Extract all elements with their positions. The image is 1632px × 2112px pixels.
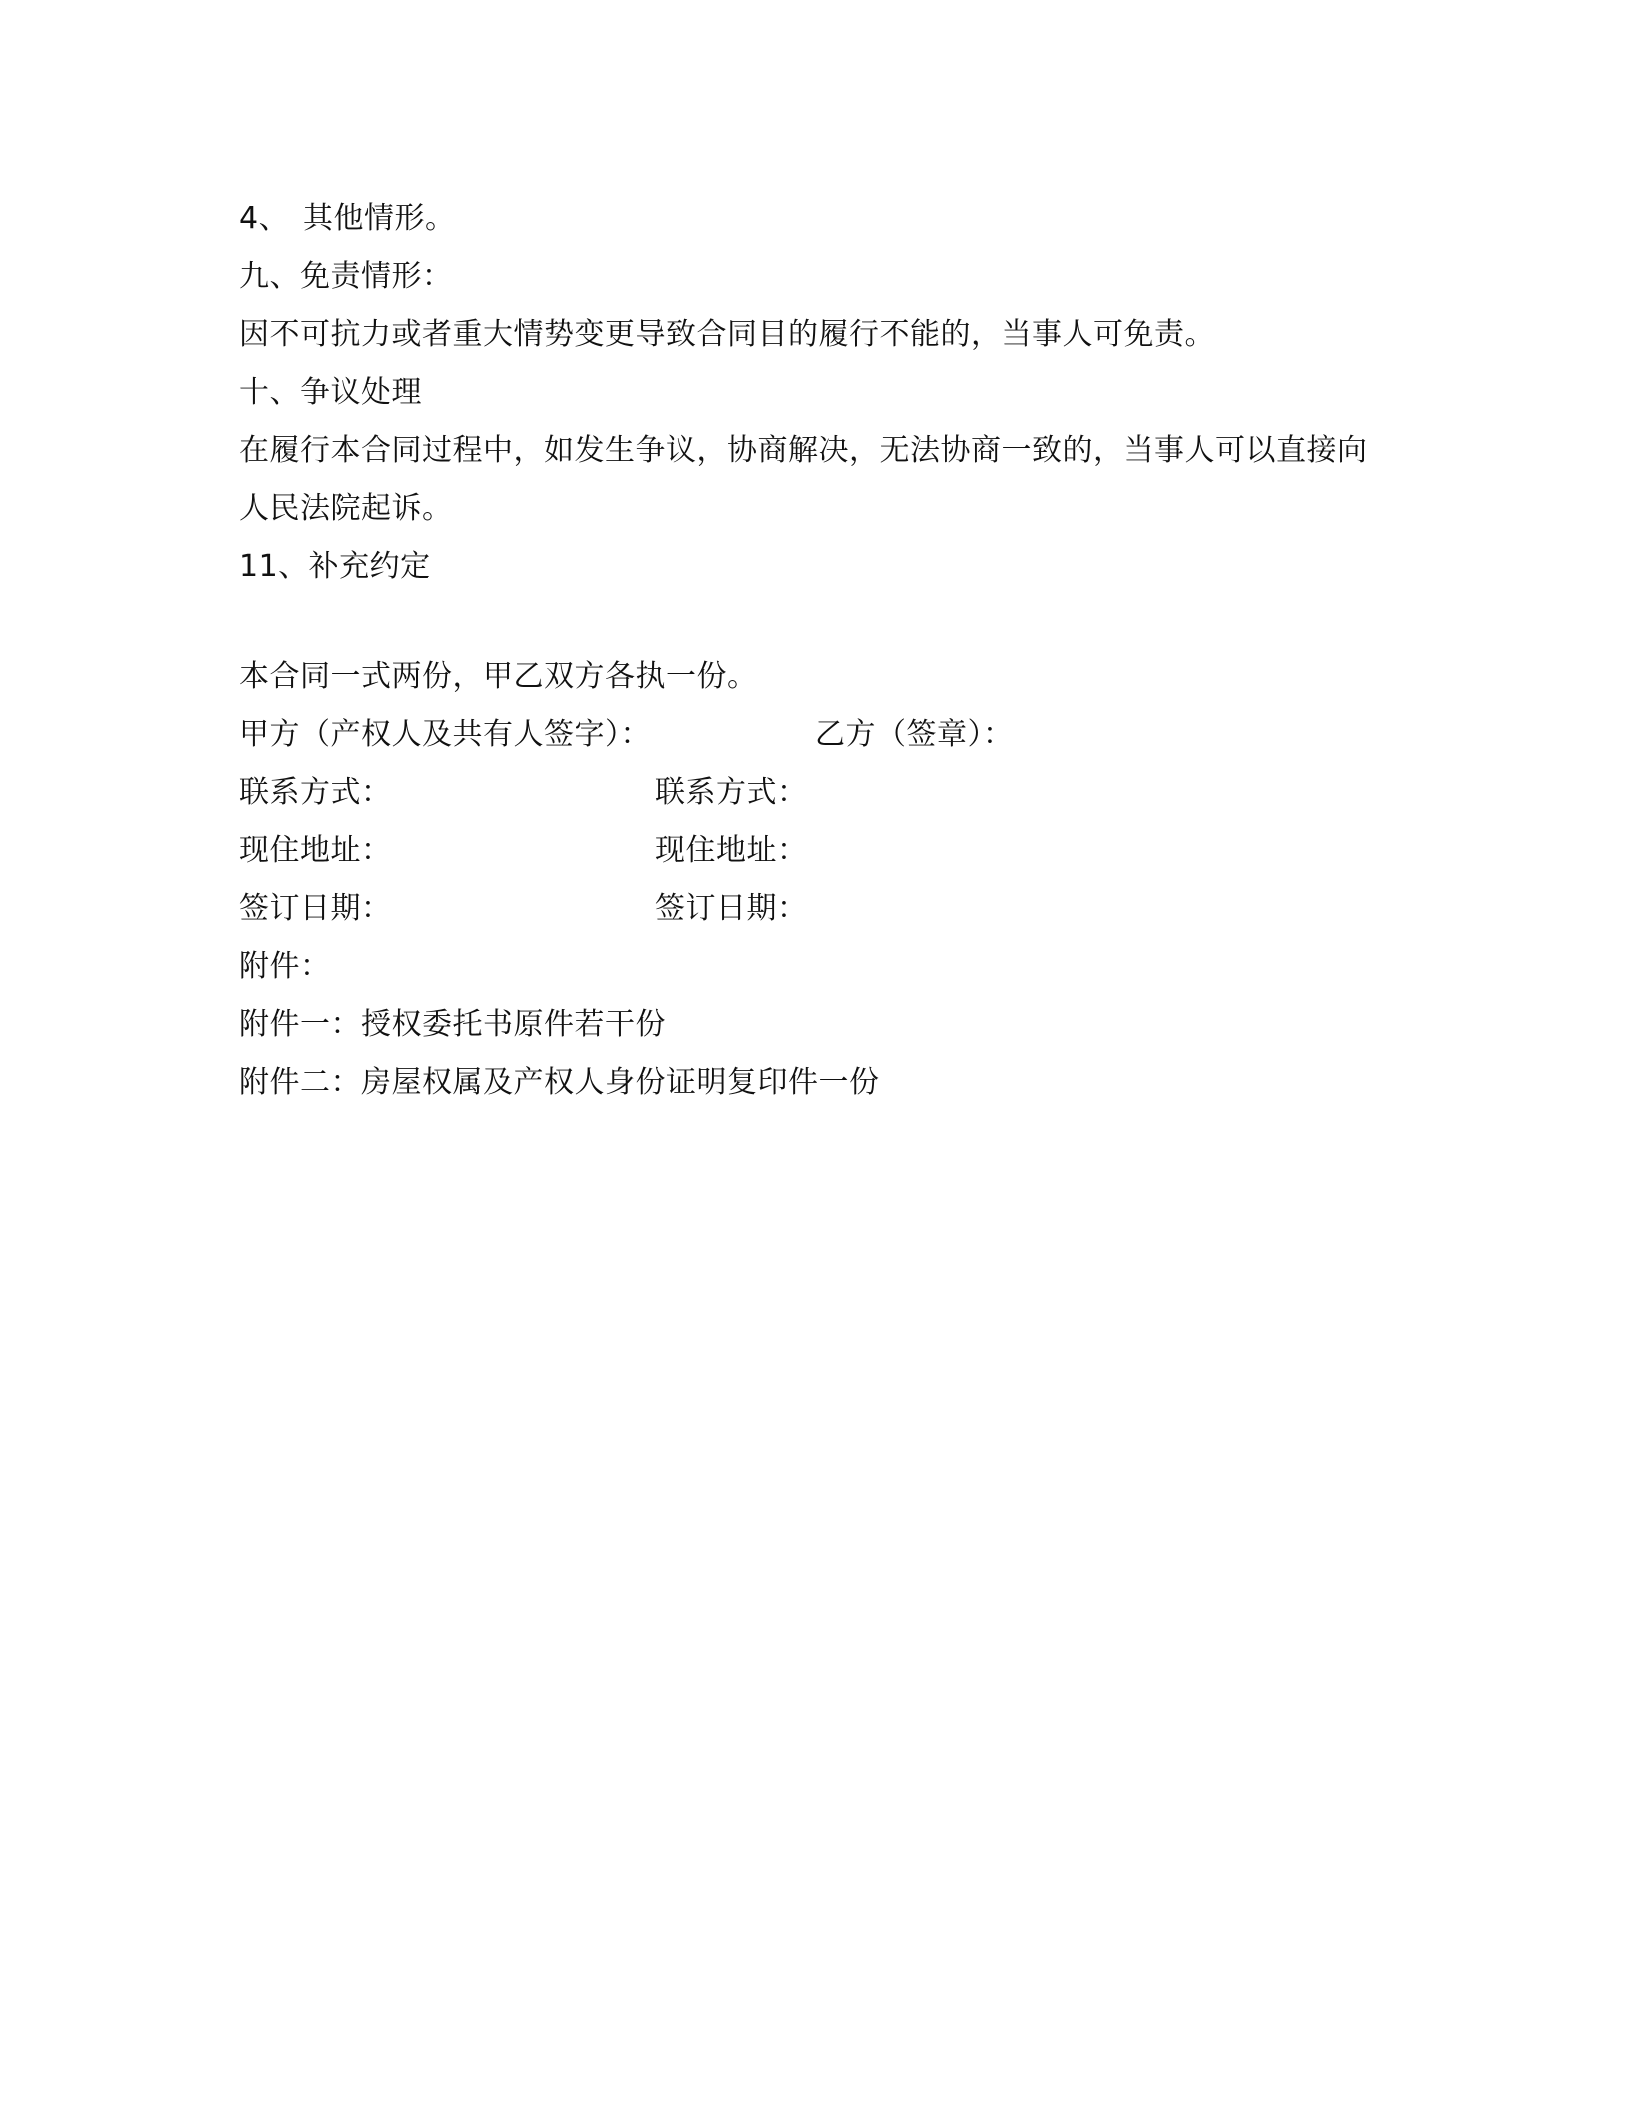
section-10-heading: 十、争议处理 — [239, 375, 422, 410]
party-a-contact-label: 联系方式： — [239, 775, 392, 810]
blank-spacer — [239, 596, 1399, 648]
attachment-2: 附件二：房屋权属及产权人身份证明复印件一份 — [239, 1065, 880, 1100]
item-4-number: 4、 — [239, 201, 290, 236]
attachments-heading: 附件： — [239, 949, 331, 984]
item-4 — [239, 190, 1399, 248]
signature-parties-row — [239, 706, 1399, 764]
address-row — [239, 822, 1399, 880]
date-row — [239, 880, 1399, 938]
contact-row — [239, 764, 1399, 822]
section-10-body: 在履行本合同过程中，如发生争议，协商解决，无法协商一致的，当事人可以直接向人民法院起诉。 — [239, 433, 1368, 526]
section-9-heading: 九、免责情形： — [239, 259, 453, 294]
party-b-date-label: 签订日期： — [655, 891, 808, 926]
party-a-address-label: 现住地址： — [239, 833, 392, 868]
contract-body — [239, 190, 1399, 1112]
party-a-date-label: 签订日期： — [239, 891, 392, 926]
attachment-1: 附件一：授权委托书原件若干份 — [239, 1007, 666, 1042]
party-a-signature-label: 甲方（产权人及共有人签字）： — [239, 717, 651, 752]
copies-note: 本合同一式两份，甲乙双方各执一份。 — [239, 659, 758, 694]
item-4-text: 其他情形。 — [303, 201, 456, 236]
party-b-contact-label: 联系方式： — [655, 775, 808, 810]
section-11-heading: 11、补充约定 — [239, 549, 431, 584]
section-9-body: 因不可抗力或者重大情势变更导致合同目的履行不能的，当事人可免责。 — [239, 317, 1215, 352]
party-b-signature-label: 乙方（签章）： — [815, 717, 1014, 752]
party-b-address-label: 现住地址： — [655, 833, 808, 868]
